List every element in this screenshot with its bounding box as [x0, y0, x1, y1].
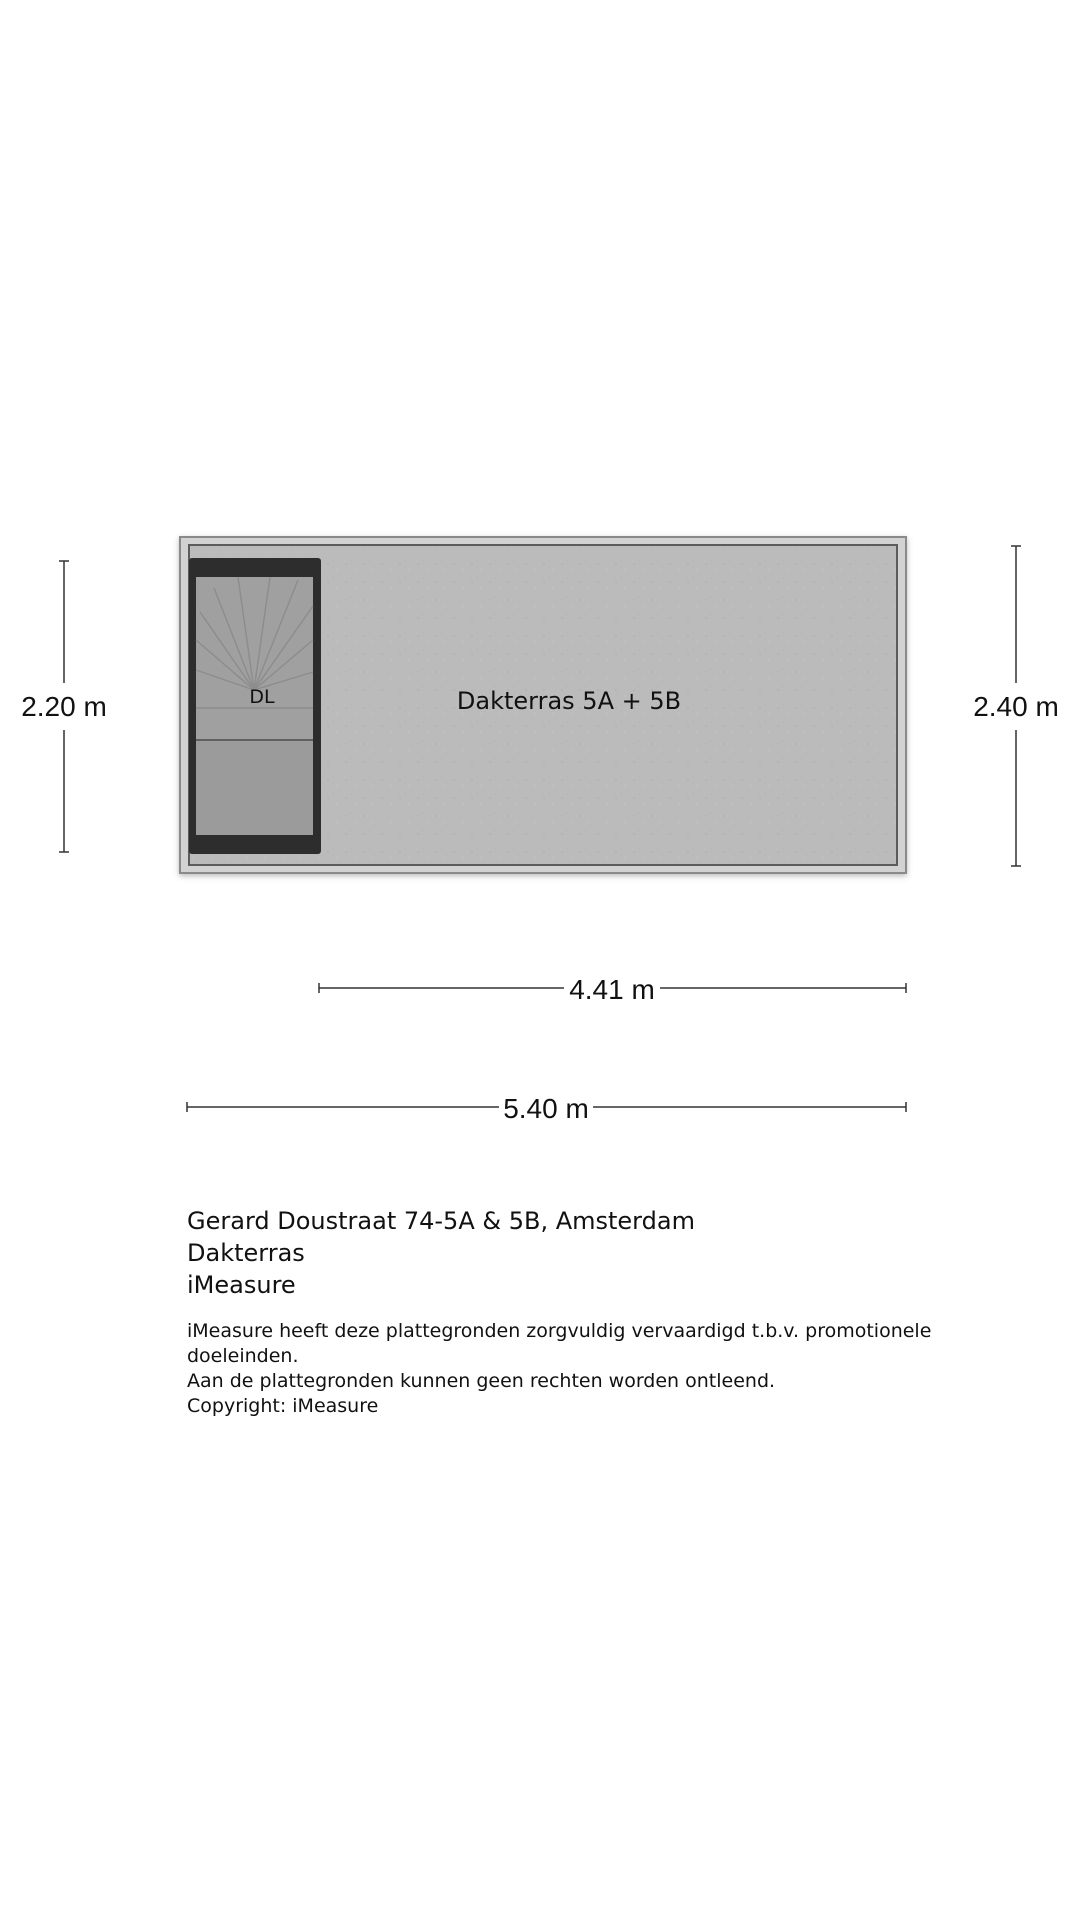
room-label-dl: DL	[249, 686, 275, 708]
address: Gerard Doustraat 74-5A & 5B, Amsterdam	[187, 1207, 695, 1235]
disclaimer-line-2: Aan de plattegronden kunnen geen rechten worden ontleend.	[187, 1370, 776, 1392]
dimension-right-label: 2.40 m	[973, 691, 1059, 722]
dimension-inner-width-label: 4.41 m	[569, 974, 655, 1005]
disclaimer	[187, 1319, 1007, 1419]
info-block	[187, 1205, 1007, 1419]
company-name: iMeasure	[187, 1271, 296, 1299]
disclaimer-line-1: iMeasure heeft deze plattegronden zorgvuldig vervaardigd t.b.v. promotionele doeleinden.	[187, 1320, 932, 1367]
disclaimer-line-3: Copyright: iMeasure	[187, 1395, 379, 1417]
dimension-left-label: 2.20 m	[21, 691, 107, 722]
dimension-outer-width-label: 5.40 m	[503, 1093, 589, 1124]
floor-name: Dakterras	[187, 1239, 305, 1267]
room-label-dakterras: Dakterras 5A + 5B	[456, 687, 682, 715]
